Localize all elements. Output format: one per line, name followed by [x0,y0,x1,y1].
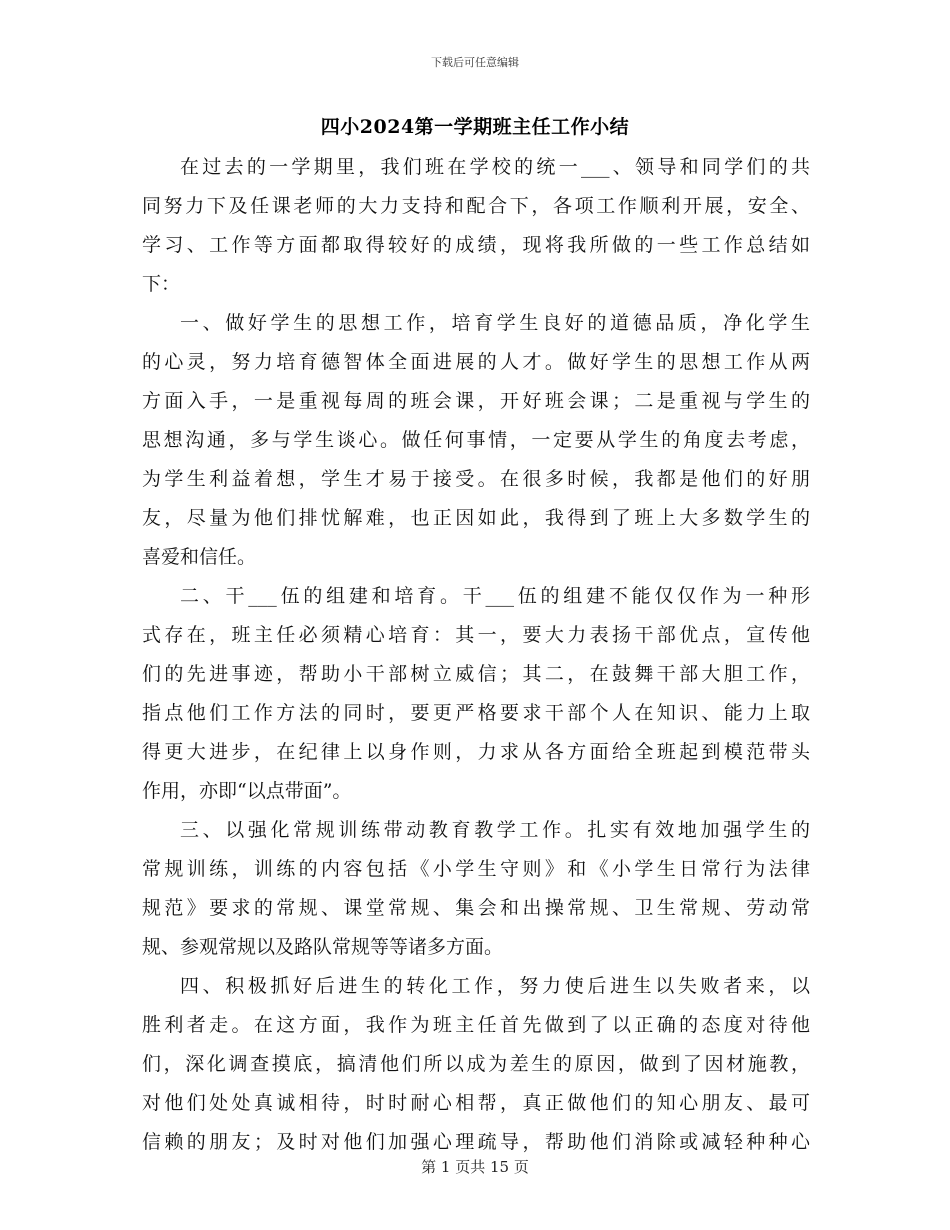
text-line: 对他们处处真诚相待，时时耐心相帮，真正做他们的知心朋友、最可 [142,1092,810,1114]
text-line: 三、以强化常规训练带动教育教学工作。扎实有效地加强学生的 [180,819,810,841]
text-line: 指点他们工作方法的同时，要更严格要求干部个人在知识、能力上取 [142,702,810,724]
text-line: 二、干___伍的组建和培育。干___伍的组建不能仅仅作为一种形 [180,585,810,607]
document-title: 四小2024第一学期班主任工作小结 [320,116,630,138]
text-line: 信赖的朋友；及时对他们加强心理疏导，帮助他们消除或减轻种种心 [142,1131,810,1153]
text-line: 思想沟通，多与学生谈心。做任何事情，一定要从学生的角度去考虑， [142,429,810,451]
text-line: 们，深化调查摸底，搞清他们所以成为差生的原因，做到了因材施教， [142,1053,810,1075]
document-body [142,148,810,1162]
page-number-footer: 第 1 页共 15 页 [421,1158,529,1176]
page-header: 下载后可任意编辑 [431,56,519,69]
text-line: 一、做好学生的思想工作，培育学生良好的道德品质，净化学生 [180,312,810,334]
text-line: 喜爱和信任。 [142,546,257,568]
text-line: 的心灵，努力培育德智体全面进展的人才。做好学生的思想工作从两 [142,351,810,373]
text-line: 规范》要求的常规、课堂常规、集会和出操常规、卫生常规、劳动常 [142,897,810,919]
text-line: 为学生利益着想，学生才易于接受。在很多时候，我都是他们的好朋 [142,468,810,490]
text-line: 规、参观常规以及路队常规等等诸多方面。 [142,936,504,958]
text-line: 得更大进步，在纪律上以身作则，力求从各方面给全班起到模范带头 [142,741,810,763]
text-line: 们的先进事迹，帮助小干部树立威信；其二，在鼓舞干部大胆工作， [142,663,810,685]
text-line: 同努力下及任课老师的大力支持和配合下，各项工作顺利开展，安全、 [142,195,810,217]
text-line: 四、积极抓好后进生的转化工作，努力使后进生以失败者来，以 [180,975,810,997]
text-line: 在过去的一学期里，我们班在学校的统一___、领导和同学们的共 [180,156,810,178]
text-line: 胜利者走。在这方面，我作为班主任首先做到了以正确的态度对待他 [142,1014,810,1036]
text-line: 式存在，班主任必须精心培育：其一，要大力表扬干部优点，宣传他 [142,624,810,646]
text-line: 作用，亦即“以点带面”。 [142,780,352,802]
text-line: 下： [142,273,181,295]
text-line: 友，尽量为他们排忧解难，也正因如此，我得到了班上大多数学生的 [142,507,810,529]
text-line: 学习、工作等方面都取得较好的成绩，现将我所做的一些工作总结如 [142,234,810,256]
text-line: 常规训练，训练的内容包括《小学生守则》和《小学生日常行为法律 [142,858,810,880]
text-line: 方面入手，一是重视每周的班会课，开好班会课；二是重视与学生的 [142,390,810,412]
